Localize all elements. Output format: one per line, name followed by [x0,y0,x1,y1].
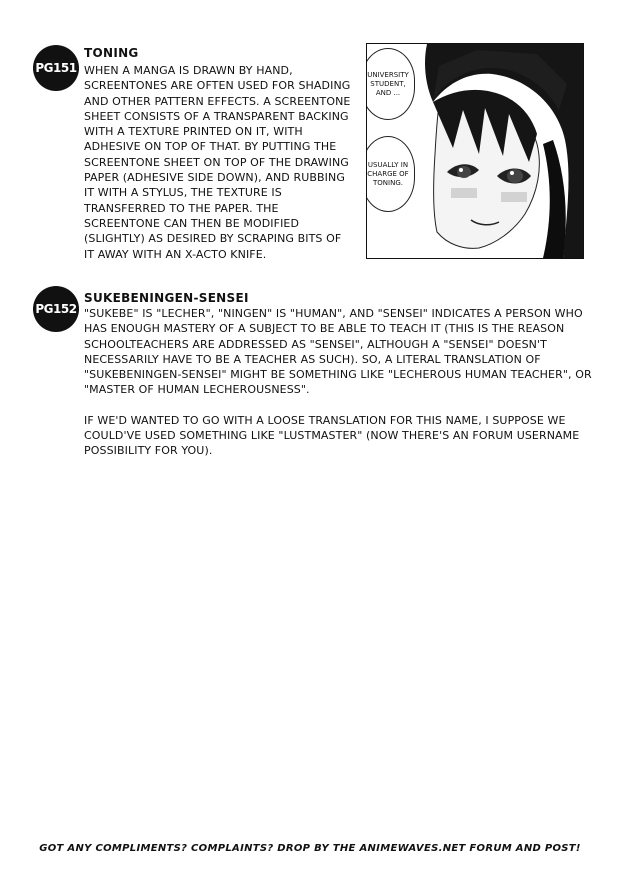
manga-panel [366,43,584,259]
entry-paragraph: WHEN A MANGA IS DRAWN BY HAND, SCREENTONES ARE OFTEN USED FOR SHADING AND OTHER PATTERN EFFECTS. A SCREENTONE SHEET CONSISTS OF A TRANSPARENT BACKING WITH A TEXTURE PRINTED ON IT, WITH ADHESIVE ON TOP OF THAT. BY PUTTING THE SCREENTONE SHEET ON TOP OF THE DRAWING PAPER (ADHESIVE SIDE DOWN), AND RUBBING IT WITH A STYLUS, THE TEXTURE IS TRANSFERRED TO THE PAPER. THE SCREENTONE CAN THEN BE MODIFIED (SLIGHTLY) AS DESIRED BY SCRAPING BITS OF IT AWAY WITH AN X-ACTO KNIFE. [84,64,351,261]
page-badge-pg151: PG151 [33,45,79,91]
entry-text-toning [84,63,354,277]
entry-paragraph: IF WE'D WANTED TO GO WITH A LOOSE TRANSLATION FOR THIS NAME, I SUPPOSE WE COULD'VE USED SOMETHING LIKE "LUSTMASTER" (NOW THERE'S AN FORUM USERNAME POSSIBILITY FOR YOU). [84,413,580,458]
entry-text-sukebeningen-sensei [84,306,604,474]
speech-bubble: UNIVERSITY STUDENT, AND ... [366,48,415,120]
entry-paragraph: "SUKEBE" IS "LECHER", "NINGEN" IS "HUMAN", AND "SENSEI" INDICATES A PERSON WHO HAS ENOUGH MASTERY OF A SUBJECT TO BE ABLE TO TEACH IT (THIS IS THE REASON SCHOOLTEACHERS ARE ADDRESSED AS "SENSEI", ALTHOUGH A "SENSEI" DOESN'T NECESSARILY HAVE TO BE A TEACHER AS SUCH). SO, A LITERAL TRANSLATION OF "SUKEBENINGEN-SENSEI" MIGHT BE SOMETHING LIKE "LECHEROUS HUMAN TEACHER", OR "MASTER OF HUMAN LECHEROUSNESS". [84,307,592,397]
page-badge-pg152: PG152 [33,286,79,332]
entry-title-sukebeningen-sensei: SUKEBENINGEN-SENSEI [84,291,249,305]
footer-note: GOT ANY COMPLIMENTS? COMPLAINTS? DROP BY THE ANIMEWAVES.NET FORUM AND POST! [39,843,581,854]
speech-bubble: USUALLY IN CHARGE OF TONING. [366,136,415,212]
entry-title-toning: TONING [84,46,139,60]
